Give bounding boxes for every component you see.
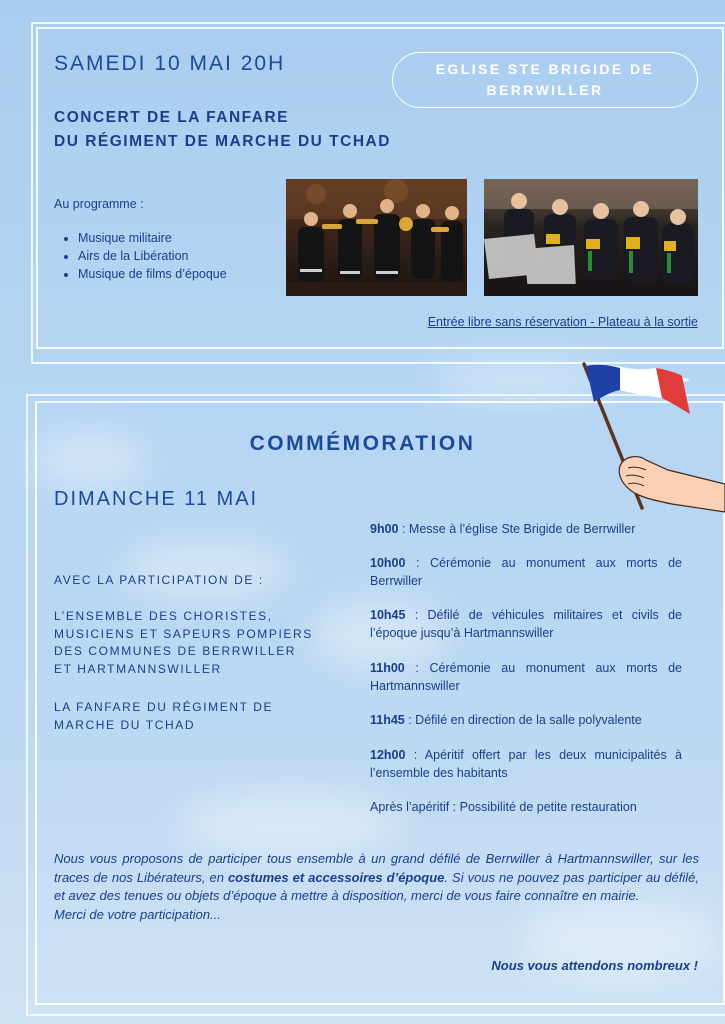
schedule-text: : Cérémonie au monument aux morts de Berrwiller [370, 556, 682, 588]
schedule-item [370, 607, 682, 642]
schedule-item [370, 555, 682, 590]
schedule-item [370, 521, 682, 539]
concert-title-line-1: CONCERT DE LA FANFARE [54, 109, 290, 126]
invitation-text-2: . Si vous ne pouvez pas participer au défilé, et avez des tenues ou objets d’époque à mettre à disposition, merci de vous faire connaître en mairie. [54, 869, 700, 903]
schedule-text: : Défilé de véhicules militaires et civils de l’époque jusqu’à Hartmannswiller [370, 608, 682, 640]
schedule-time: 10h00 [370, 556, 406, 570]
schedule-text: : Cérémonie au monument aux morts de Hartmannswiller [370, 661, 682, 693]
schedule-time: 9h00 [370, 522, 399, 536]
participation-label: AVEC LA PARTICIPATION DE : [54, 573, 264, 587]
band-photo-2 [484, 179, 698, 296]
schedule-after: Après l’apéritif : Possibilité de petite restauration [370, 800, 637, 814]
schedule-text: : Messe à l’église Ste Brigide de Berrwiller [398, 522, 636, 536]
program-label: Au programme : [54, 197, 144, 211]
concert-title-line-2: DU RÉGIMENT DE MARCHE DU TCHAD [54, 133, 391, 150]
schedule-item [370, 747, 682, 782]
concert-date: SAMEDI 10 MAI 20H [54, 52, 286, 75]
program-list [60, 229, 227, 283]
band-photo-2-image [484, 179, 698, 296]
schedule-text: : Apéritif offert par les deux municipalités à l’ensemble des habitants [370, 748, 682, 780]
closing-text: Nous vous attendons nombreux ! [491, 958, 698, 973]
schedule-item [370, 660, 682, 695]
schedule-time: 11h45 [370, 713, 405, 727]
location-line-1: EGLISE STE BRIGIDE DE [435, 61, 655, 77]
schedule-time: 11h00 [370, 661, 405, 675]
invitation-paragraph [54, 850, 699, 924]
band-photo-1-image [286, 179, 467, 296]
program-item: • Musique militaire [78, 229, 227, 247]
schedule-text: : Défilé en direction de la salle polyvalente [404, 713, 642, 727]
concert-title [54, 106, 434, 154]
band-photo-1 [286, 179, 467, 296]
location-line-2: BERRWILLER [486, 82, 604, 98]
entry-note-link[interactable]: Entrée libre sans réservation - Plateau à la sortie [427, 315, 698, 329]
invitation-text-1: Nous vous proposons de participer tous ensemble à un grand défilé de Berrwiller à Hartmannswiller, sur les traces de nos Libérateurs, en [54, 851, 699, 885]
thanks-text: Merci de votre participation... [54, 906, 221, 922]
participant-1: L’ENSEMBLE DES CHORISTES, MUSICIENS ET SAPEURS POMPIERS DES COMMUNES DE BERRWILLER ET HARTMANNSWILLER [54, 609, 313, 676]
schedule-time: 10h45 [370, 608, 406, 622]
schedule-time: 12h00 [370, 748, 406, 762]
schedule-item [370, 712, 682, 730]
concert-location-badge [392, 52, 698, 108]
participant-2: LA FANFARE DU RÉGIMENT DE MARCHE DU TCHAD [54, 700, 274, 732]
commemoration-title: COMMÉMORATION [249, 432, 476, 455]
program-item: • Airs de la Libération [78, 247, 227, 265]
invitation-bold: costumes et accessoires d’époque [227, 869, 445, 885]
commemoration-date: DIMANCHE 11 MAI [54, 488, 259, 510]
program-item: • Musique de films d’époque [78, 265, 227, 283]
